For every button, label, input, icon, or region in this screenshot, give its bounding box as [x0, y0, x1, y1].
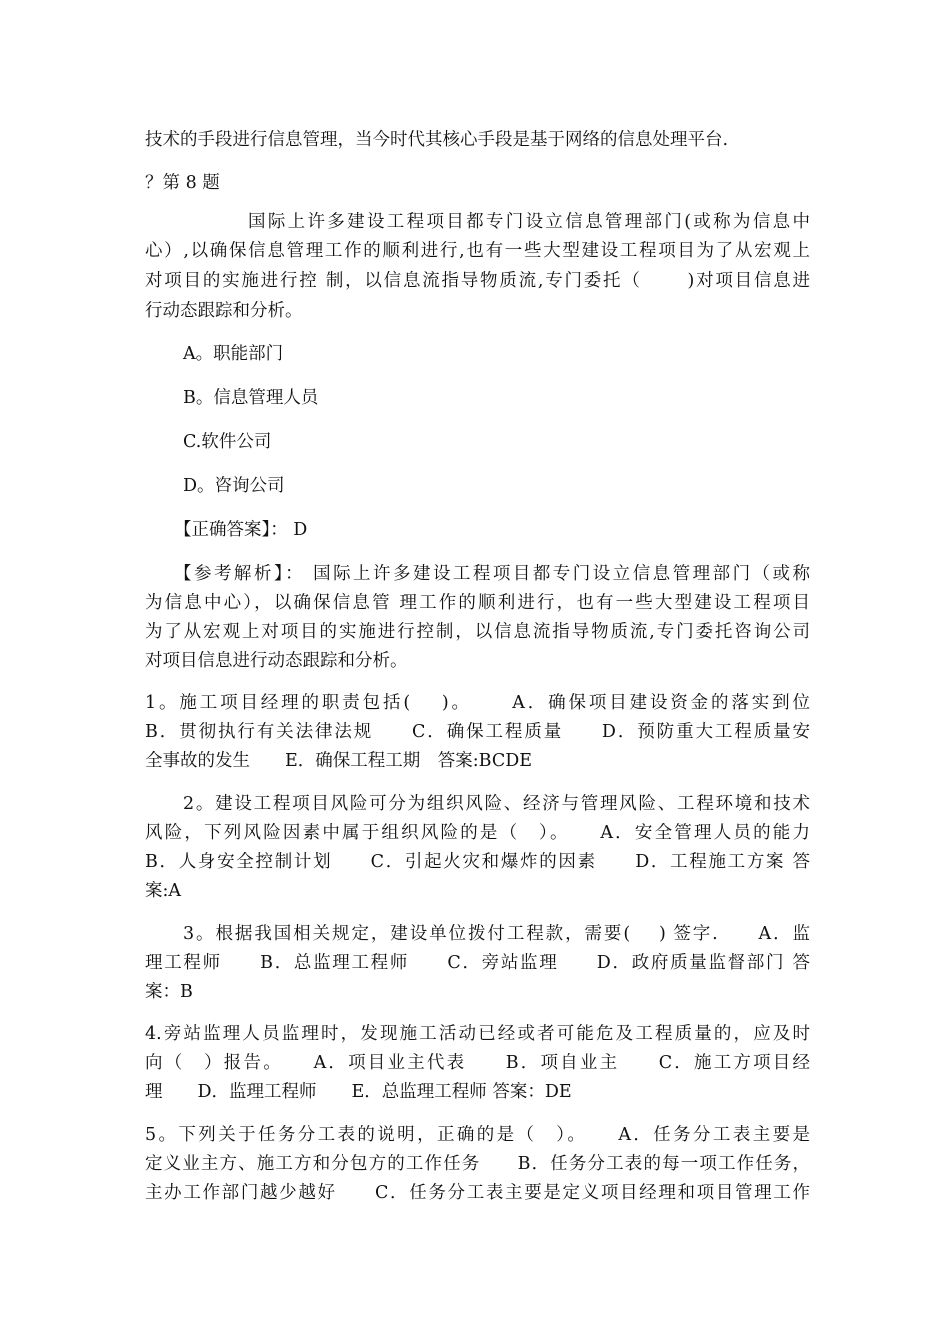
correct-answer: 【正确答案】： D	[174, 520, 308, 540]
question-1-line: 1。施工项目经理的职责包括( )。 A．确保项目建设资金的落实到位	[145, 693, 810, 713]
option-c: C.软件公司	[183, 432, 272, 452]
question-3-line: 理工程师 B．总监理工程师 C．旁站监理 D．政府质量监督部门 答	[145, 953, 810, 973]
option-b: B。信息管理人员	[183, 388, 319, 408]
explanation-line: 为了从宏观上对项目的实施进行控制，以信息流指导物质流,专门委托咨询公司	[145, 622, 810, 642]
question-5-line: 主办工作部门越少越好 C．任务分工表主要是定义项目经理和项目管理工作	[145, 1183, 810, 1203]
question-2-line: 2。建设工程项目风险可分为组织风险、经济与管理风险、工程环境和技术	[183, 794, 810, 814]
question-1-line: B．贯彻执行有关法律法规 C．确保工程质量 D．预防重大工程质量安	[145, 722, 810, 742]
text-line: 行动态跟踪和分析。	[145, 301, 303, 321]
explanation-line: 【参考解析】： 国际上许多建设工程项目都专门设立信息管理部门（或称	[174, 564, 810, 584]
question-4-line: 向（ ）报告。 A．项目业主代表 B．项自业主 C．施工方项目经	[145, 1053, 810, 1073]
question-1-line: 全事故的发生 E．确保工程工期 答案:BCDE	[145, 751, 533, 771]
question-3-line: 3。根据我国相关规定，建设单位拨付工程款，需要( ) 签字. A．监	[183, 924, 810, 944]
text-line: 心）,以确保信息管理工作的顺利进行,也有一些大型建设工程项目为了从宏观上	[145, 241, 810, 261]
question-2-line: B．人身安全控制计划 C．引起火灾和爆炸的因素 D．工程施工方案 答	[145, 852, 810, 872]
explanation-line: 对项目信息进行动态跟踪和分析。	[145, 651, 408, 671]
option-d: D。咨询公司	[183, 476, 285, 496]
explanation-line: 为信息中心），以确保信息管 理工作的顺利进行，也有一些大型建设工程项目	[145, 593, 810, 613]
text-line: 国际上许多建设工程项目都专门设立信息管理部门(或称为信息中	[248, 212, 810, 232]
question-4-line: 4.旁站监理人员监理时，发现施工活动已经或者可能危及工程质量的，应及时	[145, 1024, 810, 1044]
option-a: A。职能部门	[183, 344, 284, 364]
question-2-line: 风险，下列风险因素中属于组织风险的是（ ）。 A．安全管理人员的能力	[145, 823, 810, 843]
question-4-line: 理 D．监理工程师 E．总监理工程师 答案：DE	[145, 1082, 572, 1102]
question-5-line: 定义业主方、施工方和分包方的工作任务 B．任务分工表的每一项工作任务，	[145, 1154, 810, 1174]
question-3-line: 案：B	[145, 982, 193, 1002]
question-heading: ？第 8 题	[145, 173, 220, 193]
text-line: 技术的手段进行信息管理，当今时代其核心手段是基于网络的信息处理平台.	[145, 130, 729, 150]
question-5-line: 5。下列关于任务分工表的说明，正确的是（ ）。 A．任务分工表主要是	[145, 1125, 810, 1145]
question-2-line: 案:A	[145, 881, 182, 901]
text-line: 对项目的实施进行控 制，以信息流指导物质流,专门委托（ )对项目信息进	[145, 271, 810, 291]
